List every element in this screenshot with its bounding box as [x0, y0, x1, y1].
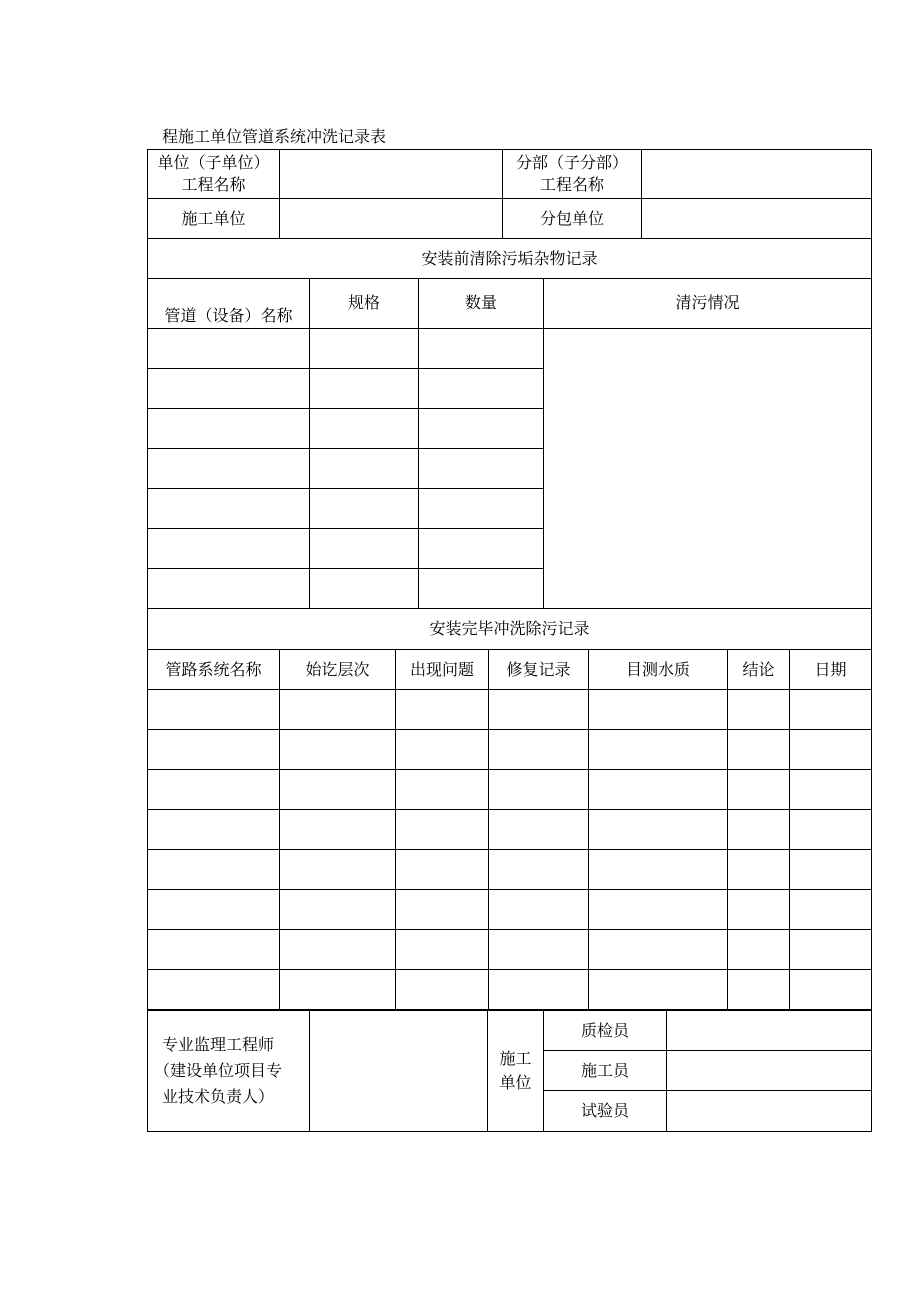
col-spec: 规格 [310, 279, 419, 329]
conclusion-cell[interactable] [728, 970, 790, 1010]
water-quality-cell[interactable] [589, 770, 728, 810]
spec-cell[interactable] [310, 369, 419, 409]
quality-inspector-signature[interactable] [667, 1011, 872, 1051]
repair-cell[interactable] [489, 930, 589, 970]
date-cell[interactable] [790, 730, 872, 770]
repair-cell[interactable] [489, 730, 589, 770]
sub-project-label [503, 150, 642, 199]
table-row [148, 890, 872, 930]
supervisor-label-line3: 业技术负责人） [162, 1087, 275, 1106]
supervisor-label-line1: 专业监理工程师 [162, 1035, 275, 1054]
table-row [148, 930, 872, 970]
repair-cell[interactable] [489, 890, 589, 930]
subcontract-unit-value[interactable] [642, 199, 872, 239]
unit-project-label [148, 150, 280, 199]
conclusion-cell[interactable] [728, 850, 790, 890]
col-visual-water-quality: 目测水质 [589, 650, 728, 690]
unit-project-label-line2: 工程名称 [181, 175, 246, 194]
pipe-name-cell[interactable] [148, 529, 310, 569]
system-name-cell[interactable] [148, 690, 280, 730]
water-quality-cell[interactable] [589, 850, 728, 890]
tester-signature[interactable] [667, 1091, 872, 1132]
post-install-header-row [148, 650, 872, 690]
repair-cell[interactable] [489, 810, 589, 850]
construction-unit-value[interactable] [280, 199, 503, 239]
subcontract-unit-label: 分包单位 [503, 199, 642, 239]
col-repair-record: 修复记录 [489, 650, 589, 690]
spec-cell[interactable] [310, 329, 419, 369]
floor-range-cell[interactable] [280, 690, 396, 730]
system-name-cell[interactable] [148, 930, 280, 970]
supervisor-label-line2: （建设单位项目专 [154, 1061, 283, 1080]
table-row [148, 850, 872, 890]
col-problems: 出现问题 [396, 650, 489, 690]
floor-range-cell[interactable] [280, 970, 396, 1010]
conclusion-cell[interactable] [728, 730, 790, 770]
quantity-cell[interactable] [419, 489, 544, 529]
conclusion-cell[interactable] [728, 930, 790, 970]
problems-cell[interactable] [396, 690, 489, 730]
construction-unit-label: 施工单位 [148, 199, 280, 239]
date-cell[interactable] [790, 930, 872, 970]
post-install-flushing-table [147, 608, 872, 1010]
repair-cell[interactable] [489, 770, 589, 810]
quantity-cell[interactable] [419, 369, 544, 409]
construction-unit-signature-label [488, 1011, 544, 1132]
date-cell[interactable] [790, 970, 872, 1010]
tester-label: 试验员 [544, 1091, 667, 1132]
table-row [148, 730, 872, 770]
water-quality-cell[interactable] [589, 890, 728, 930]
col-floor-range: 始讫层次 [280, 650, 396, 690]
table-row [148, 810, 872, 850]
unit-project-value[interactable] [280, 150, 503, 199]
floor-range-cell[interactable] [280, 930, 396, 970]
quantity-cell[interactable] [419, 569, 544, 609]
repair-cell[interactable] [489, 690, 589, 730]
system-name-cell[interactable] [148, 850, 280, 890]
floor-range-cell[interactable] [280, 850, 396, 890]
system-name-cell[interactable] [148, 770, 280, 810]
cleaning-status-cell[interactable] [544, 329, 872, 609]
table-row [148, 329, 872, 369]
quantity-cell[interactable] [419, 329, 544, 369]
floor-range-cell[interactable] [280, 730, 396, 770]
spec-cell[interactable] [310, 489, 419, 529]
col-cleaning-status: 清污情况 [544, 279, 872, 329]
date-cell[interactable] [790, 810, 872, 850]
date-cell[interactable] [790, 770, 872, 810]
quantity-cell[interactable] [419, 409, 544, 449]
problems-cell[interactable] [396, 970, 489, 1010]
water-quality-cell[interactable] [589, 690, 728, 730]
signature-table [147, 1010, 872, 1132]
pre-install-header-row [148, 279, 872, 329]
spec-cell[interactable] [310, 449, 419, 489]
system-name-cell[interactable] [148, 890, 280, 930]
quantity-cell[interactable] [419, 449, 544, 489]
problems-cell[interactable] [396, 810, 489, 850]
constructor-label: 施工员 [544, 1051, 667, 1091]
project-info-table [147, 149, 872, 239]
sub-project-label-line2: 工程名称 [539, 175, 604, 194]
table-row [148, 970, 872, 1010]
conclusion-cell[interactable] [728, 810, 790, 850]
sub-project-value[interactable] [642, 150, 872, 199]
sub-project-label-line1: 分部（子分部） [515, 153, 628, 172]
pre-install-section-title: 安装前清除污垢杂物记录 [148, 239, 872, 279]
conclusion-cell[interactable] [728, 890, 790, 930]
construction-unit-line1: 施工 [499, 1049, 532, 1068]
pipe-name-cell[interactable] [148, 409, 310, 449]
spec-cell[interactable] [310, 569, 419, 609]
col-date: 日期 [790, 650, 872, 690]
water-quality-cell[interactable] [589, 810, 728, 850]
date-cell[interactable] [790, 690, 872, 730]
problems-cell[interactable] [396, 850, 489, 890]
project-name-row [148, 150, 872, 199]
table-row [148, 770, 872, 810]
water-quality-cell[interactable] [589, 930, 728, 970]
constructor-signature[interactable] [667, 1051, 872, 1091]
document-title: 程施工单位管道系统冲洗记录表 [162, 127, 387, 146]
post-install-section-title: 安装完毕冲洗除污记录 [148, 609, 872, 650]
problems-cell[interactable] [396, 770, 489, 810]
unit-row [148, 199, 872, 239]
construction-unit-line2: 单位 [499, 1073, 532, 1092]
col-pipe-equipment-name: 管道（设备）名称 [148, 279, 310, 329]
col-quantity: 数量 [419, 279, 544, 329]
pipe-name-cell[interactable] [148, 489, 310, 529]
conclusion-cell[interactable] [728, 690, 790, 730]
supervisor-label [148, 1011, 310, 1132]
unit-project-label-line1: 单位（子单位） [157, 153, 270, 172]
spec-cell[interactable] [310, 529, 419, 569]
water-quality-cell[interactable] [589, 730, 728, 770]
water-quality-cell[interactable] [589, 970, 728, 1010]
conclusion-cell[interactable] [728, 770, 790, 810]
pipe-name-cell[interactable] [148, 329, 310, 369]
col-pipeline-system-name: 管路系统名称 [148, 650, 280, 690]
quantity-cell[interactable] [419, 529, 544, 569]
floor-range-cell[interactable] [280, 770, 396, 810]
pipe-name-cell[interactable] [148, 569, 310, 609]
system-name-cell[interactable] [148, 730, 280, 770]
pipe-name-cell[interactable] [148, 369, 310, 409]
date-cell[interactable] [790, 850, 872, 890]
problems-cell[interactable] [396, 730, 489, 770]
problems-cell[interactable] [396, 930, 489, 970]
supervisor-signature-cell[interactable] [310, 1011, 488, 1132]
repair-cell[interactable] [489, 970, 589, 1010]
floor-range-cell[interactable] [280, 810, 396, 850]
quality-inspector-label: 质检员 [544, 1011, 667, 1051]
repair-cell[interactable] [489, 850, 589, 890]
table-row [148, 690, 872, 730]
problems-cell[interactable] [396, 890, 489, 930]
system-name-cell[interactable] [148, 810, 280, 850]
date-cell[interactable] [790, 890, 872, 930]
col-conclusion: 结论 [728, 650, 790, 690]
pipe-name-cell[interactable] [148, 449, 310, 489]
pre-install-cleaning-table [147, 238, 872, 609]
spec-cell[interactable] [310, 409, 419, 449]
floor-range-cell[interactable] [280, 890, 396, 930]
system-name-cell[interactable] [148, 970, 280, 1010]
